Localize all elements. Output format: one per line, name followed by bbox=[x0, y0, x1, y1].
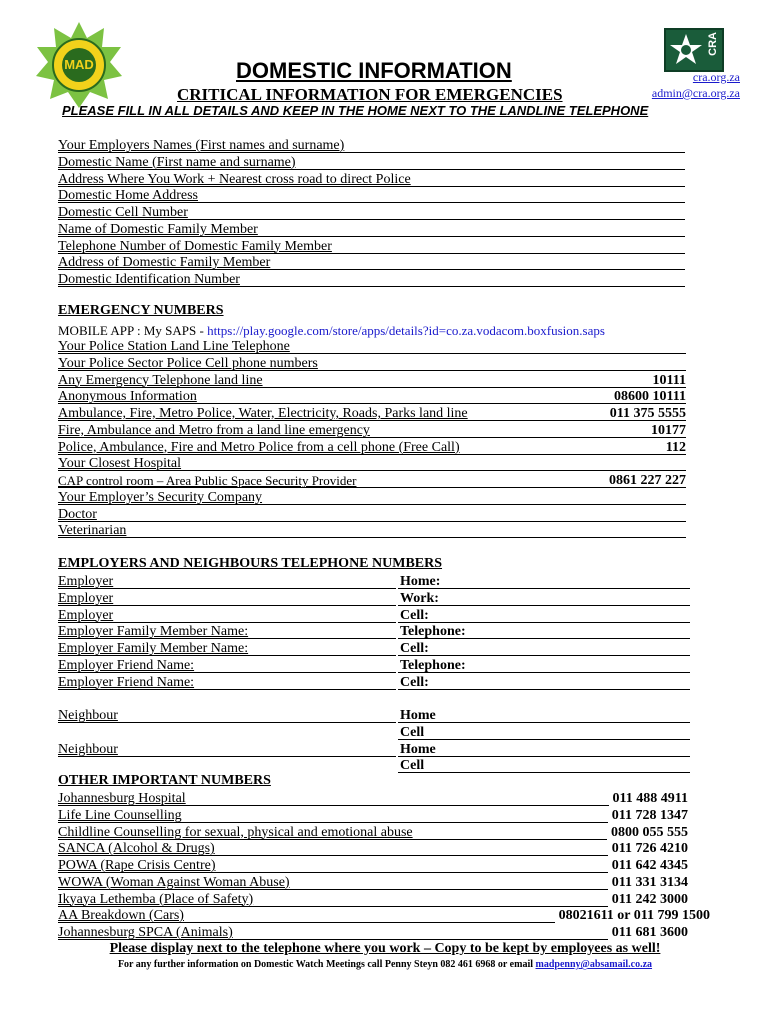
domestic-field-row[interactable] bbox=[58, 221, 685, 238]
employer-label: Employer Family Member Name: bbox=[58, 624, 249, 640]
footer-info bbox=[0, 959, 770, 970]
other-number-value: 0800 055 555 bbox=[607, 824, 688, 841]
employer-phone-label: Cell bbox=[400, 758, 425, 774]
domestic-field-label: Telephone Number of Domestic Family Member bbox=[58, 238, 332, 254]
other-number-value: 011 642 4345 bbox=[608, 857, 688, 874]
other-number-label: Ikyaya Lethemba (Place of Safety) bbox=[58, 891, 254, 907]
employer-phone-label: Home: bbox=[400, 574, 441, 589]
other-number-row[interactable] bbox=[58, 840, 688, 857]
employer-phone-label: Cell: bbox=[400, 641, 429, 656]
employers-heading: EMPLOYERS AND NEIGHBOURS TELEPHONE NUMBERS bbox=[58, 556, 443, 571]
domestic-field-label: Your Employers Names (First names and surname) bbox=[58, 138, 345, 153]
emergency-row[interactable] bbox=[58, 439, 686, 456]
other-number-value: 011 728 1347 bbox=[608, 807, 688, 824]
emergency-number: 08600 10111 bbox=[614, 389, 686, 405]
emergency-number: 10177 bbox=[651, 422, 686, 438]
emergency-label: Your Police Sector Police Cell phone numbers bbox=[58, 355, 318, 371]
other-number-value: 011 242 3000 bbox=[608, 891, 688, 908]
fill-line bbox=[58, 537, 686, 538]
domestic-field-row[interactable] bbox=[58, 154, 685, 171]
employer-phone-label: Telephone: bbox=[400, 657, 466, 673]
other-number-value: 011 681 3600 bbox=[608, 924, 688, 941]
cra-logo-text: CRA bbox=[707, 32, 719, 56]
employer-phone-label: Home bbox=[400, 708, 436, 723]
emergency-number: 011 375 5555 bbox=[609, 406, 686, 421]
employer-phone-label: Cell: bbox=[400, 674, 429, 690]
website-link[interactable]: cra.org.za bbox=[692, 70, 740, 84]
domestic-field-label: Domestic Name (First name and surname) bbox=[58, 154, 296, 170]
domestic-field-row[interactable] bbox=[58, 204, 685, 221]
emergency-label: Any Emergency Telephone land line bbox=[58, 372, 263, 388]
employer-row[interactable] bbox=[58, 607, 690, 624]
employer-label: Employer bbox=[58, 574, 114, 589]
other-number-row[interactable] bbox=[58, 874, 688, 891]
display-note: Please display next to the telephone where you work – Copy to be kept by employees as well! bbox=[109, 941, 661, 956]
page-subtitle: CRITICAL INFORMATION FOR EMERGENCIES bbox=[177, 85, 563, 104]
emergency-row[interactable] bbox=[58, 472, 686, 489]
employer-label: Neighbour bbox=[58, 708, 118, 723]
employer-phone-label: Telephone: bbox=[400, 624, 466, 640]
other-number-row[interactable] bbox=[58, 824, 688, 841]
domestic-field-row[interactable] bbox=[58, 171, 685, 188]
emergency-number: 10111 bbox=[652, 372, 686, 388]
fill-line bbox=[398, 689, 690, 690]
page-title: DOMESTIC INFORMATION bbox=[236, 58, 512, 83]
emergency-label: Police, Ambulance, Fire and Metro Police from a cell phone (Free Call) bbox=[58, 439, 460, 455]
employer-phone-label: Cell bbox=[400, 724, 425, 740]
footer-email-link[interactable]: madpenny@absamail.co.za bbox=[535, 959, 653, 970]
domestic-field-label: Address Where You Work + Nearest cross road to direct Police bbox=[58, 171, 411, 187]
domestic-field-row[interactable] bbox=[58, 137, 685, 154]
other-number-label: Johannesburg Hospital bbox=[58, 791, 186, 806]
mobile-app-link[interactable]: https://play.google.com/store/apps/details?id=co.za.vodacom.boxfusion.saps bbox=[207, 323, 605, 338]
emergency-row[interactable] bbox=[58, 372, 686, 389]
other-number-value: 011 331 3134 bbox=[608, 874, 688, 891]
emergency-label: Fire, Ambulance and Metro from a land line emergency bbox=[58, 422, 370, 438]
mad-logo bbox=[34, 20, 124, 110]
cra-logo bbox=[664, 28, 724, 72]
domestic-field-label: Domestic Identification Number bbox=[58, 272, 240, 287]
employer-row[interactable] bbox=[58, 674, 690, 691]
other-number-row[interactable] bbox=[58, 857, 688, 874]
other-heading: OTHER IMPORTANT NUMBERS bbox=[58, 773, 271, 788]
other-number-row[interactable] bbox=[58, 891, 688, 908]
domestic-field-label: Domestic Cell Number bbox=[58, 205, 188, 220]
emergency-row[interactable] bbox=[58, 338, 686, 355]
employer-row[interactable] bbox=[58, 757, 690, 774]
email-link[interactable]: admin@cra.org.za bbox=[651, 86, 740, 100]
domestic-field-row[interactable] bbox=[58, 254, 685, 271]
emergency-row[interactable] bbox=[58, 388, 686, 405]
other-number-row[interactable] bbox=[58, 924, 688, 941]
emergency-label: CAP control room – Area Public Space Security Provider bbox=[58, 473, 357, 488]
emergency-row[interactable] bbox=[58, 489, 686, 506]
emergency-label: Doctor bbox=[58, 506, 97, 522]
other-number-label: SANCA (Alcohol & Drugs) bbox=[58, 841, 215, 857]
fill-line bbox=[398, 772, 690, 773]
other-number-row[interactable] bbox=[58, 807, 688, 824]
employer-row[interactable] bbox=[58, 707, 690, 724]
employer-label: Employer bbox=[58, 590, 114, 606]
emergency-row[interactable] bbox=[58, 422, 686, 439]
instruction-text: PLEASE FILL IN ALL DETAILS AND KEEP IN THE HOME NEXT TO THE LANDLINE TELEPHONE bbox=[62, 103, 649, 118]
mad-logo-text: MAD bbox=[64, 57, 94, 72]
employer-row[interactable] bbox=[58, 623, 690, 640]
employer-row[interactable] bbox=[58, 640, 690, 657]
emergency-row[interactable] bbox=[58, 522, 686, 539]
employer-label: Employer Friend Name: bbox=[58, 657, 195, 673]
other-number-label: WOWA (Woman Against Woman Abuse) bbox=[58, 874, 290, 890]
emergency-row[interactable] bbox=[58, 455, 686, 472]
other-number-value: 011 726 4210 bbox=[608, 840, 688, 857]
employer-row[interactable] bbox=[58, 724, 690, 741]
employer-row[interactable] bbox=[58, 573, 690, 590]
employer-label: Employer Family Member Name: bbox=[58, 641, 249, 656]
employer-phone-label: Home bbox=[400, 741, 436, 757]
emergency-label: Veterinarian bbox=[58, 523, 127, 539]
other-number-label: POWA (Rape Crisis Centre) bbox=[58, 858, 216, 873]
emergency-row[interactable] bbox=[58, 355, 686, 372]
domestic-field-label: Name of Domestic Family Member bbox=[58, 221, 258, 237]
other-number-label: Childline Counselling for sexual, physical and emotional abuse bbox=[58, 824, 413, 840]
mobile-app-label: MOBILE APP : My SAPS - bbox=[58, 323, 208, 338]
emergency-label: Ambulance, Fire, Metro Police, Water, Electricity, Roads, Parks land line bbox=[58, 406, 468, 421]
emergency-label: Your Employer’s Security Company bbox=[58, 489, 263, 505]
other-number-value: 011 488 4911 bbox=[609, 790, 688, 807]
other-number-label: Johannesburg SPCA (Animals) bbox=[58, 925, 233, 940]
employer-row[interactable] bbox=[58, 590, 690, 607]
employer-phone-label: Work: bbox=[400, 590, 439, 606]
employer-row[interactable] bbox=[58, 657, 690, 674]
emergency-number: 112 bbox=[665, 439, 686, 455]
emergency-label: Your Police Station Land Line Telephone bbox=[58, 339, 290, 354]
employer-label: Neighbour bbox=[58, 741, 118, 757]
employer-row[interactable] bbox=[58, 741, 690, 758]
employer-label: Employer Friend Name: bbox=[58, 674, 195, 690]
emergency-label: Anonymous Information bbox=[58, 389, 197, 405]
emergency-row[interactable] bbox=[58, 506, 686, 523]
footer-info-text: For any further information on Domestic Watch Meetings call Penny Steyn 082 461 6968 or email bbox=[117, 959, 536, 970]
domestic-field-row[interactable] bbox=[58, 238, 685, 255]
domestic-field-row[interactable] bbox=[58, 271, 685, 288]
emergency-number: 0861 227 227 bbox=[609, 473, 686, 488]
emergency-row[interactable] bbox=[58, 405, 686, 422]
emergency-heading: EMERGENCY NUMBERS bbox=[58, 303, 224, 318]
mobile-app-row bbox=[58, 322, 605, 339]
other-number-label: Life Line Counselling bbox=[58, 807, 182, 823]
domestic-field-label: Address of Domestic Family Member bbox=[58, 255, 271, 271]
employer-label: Employer bbox=[58, 607, 114, 623]
other-number-row[interactable] bbox=[58, 907, 710, 924]
other-number-value: 08021611 or 011 799 1500 bbox=[555, 907, 710, 924]
domestic-field-label: Domestic Home Address bbox=[58, 188, 198, 204]
employer-phone-label: Cell: bbox=[400, 607, 429, 623]
emergency-label: Your Closest Hospital bbox=[58, 456, 182, 472]
domestic-field-row[interactable] bbox=[58, 187, 685, 204]
other-number-label: AA Breakdown (Cars) bbox=[58, 908, 184, 924]
other-number-row[interactable] bbox=[58, 790, 688, 807]
